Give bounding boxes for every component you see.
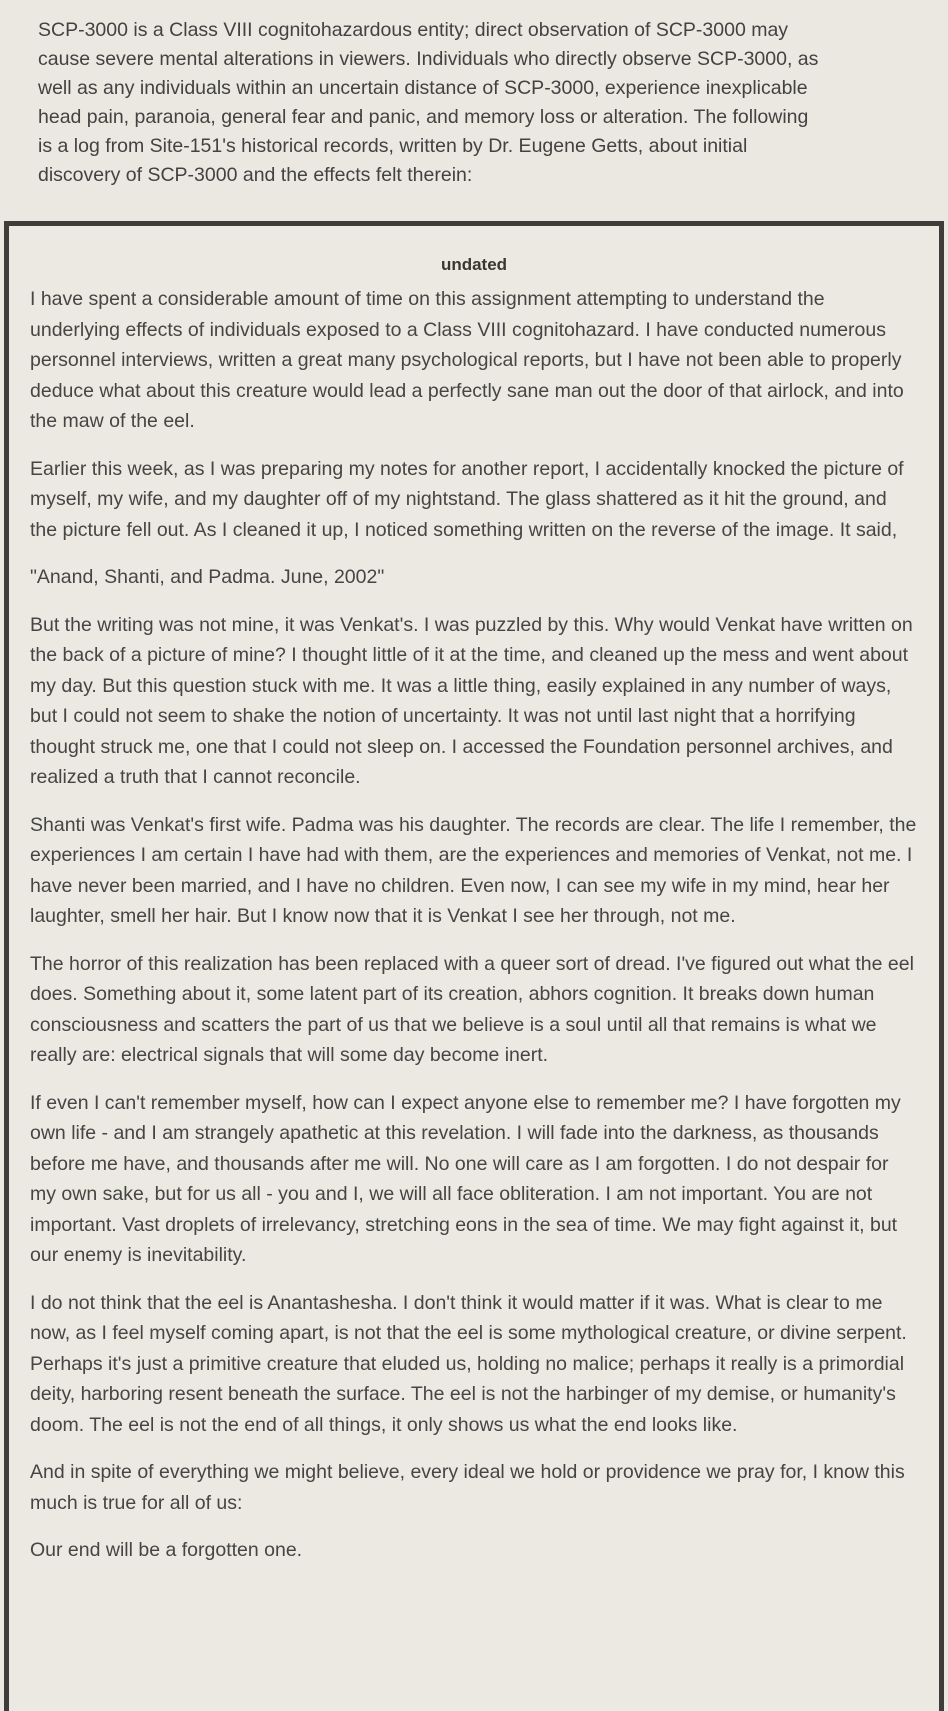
log-box bbox=[4, 221, 944, 1711]
log-paragraph: I do not think that the eel is Anantashesha. I don't think it would matter if it was. What is clear to me now, as I feel myself coming apart, is not that the eel is some mythological creature, or divine serpent. Perhaps it's just a primitive creature that eluded us, holding no malice; perhaps it really is a primordial deity, harboring resent beneath the surface. The eel is not the harbinger of my demise, or humanity's doom. The eel is not the end of all things, it only shows us what the end looks like. bbox=[30, 1291, 907, 1436]
log-paragraph: But the writing was not mine, it was Venkat's. I was puzzled by this. Why would Venkat have written on the back of a picture of mine? I thought little of it at the time, and cleaned up the mess and went about my day. But this question stuck with me. It was a little thing, easily explained in any number of ways, but I could not seem to shake the notion of uncertainty. It was not until last night that a horrifying thought struck me, one that I could not sleep on. I accessed the Foundation personnel archives, and realized a truth that I cannot reconcile. bbox=[30, 613, 913, 788]
log-paragraph: Our end will be a forgotten one. bbox=[30, 1539, 303, 1561]
log-paragraph: The horror of this realization has been replaced with a queer sort of dread. I've figured out what the eel does. Something about it, some latent part of its creation, abhors cognition. It breaks down human consciousness and scatters the part of us that we believe is a soul until all that remains is what we really are: electrical signals that will some day become inert. bbox=[30, 952, 914, 1066]
intro-paragraph: SCP-3000 is a Class VIII cognitohazardous entity; direct observation of SCP-3000 may cause severe mental alterations in viewers. Individuals who directly observe SCP-3000, as well as any individuals within an uncertain distance of SCP-3000, experience inexplicable head pain, paranoia, general fear and panic, and memory loss or alteration. The following is a log from Site-151's historical records, written by Dr. Eugene Getts, about initial discovery of SCP-3000 and the effects felt therein: bbox=[38, 19, 819, 186]
log-paragraph: If even I can't remember myself, how can I expect anyone else to remember me? I have forgotten my own life - and I am strangely apathetic at this revelation. I will fade into the darkness, as thousands before me have, and thousands after me will. No one will care as I am forgotten. I do not despair for my own sake, but for us all - you and I, we will all face obliteration. I am not important. You are not important. Vast droplets of irrelevancy, stretching eons in the sea of time. We may fight against it, but our enemy is inevitability. bbox=[30, 1091, 901, 1266]
log-paragraph: And in spite of everything we might believe, every ideal we hold or providence we pray for, I know this much is true for all of us: bbox=[30, 1461, 905, 1514]
log-paragraph: Earlier this week, as I was preparing my notes for another report, I accidentally knocked the picture of myself, my wife, and my daughter off of my nightstand. The glass shattered as it hit the ground, and the picture fell out. As I cleaned it up, I noticed something written on the reverse of the image. It said, bbox=[30, 457, 904, 541]
log-body bbox=[30, 284, 918, 1566]
log-paragraph: I have spent a considerable amount of time on this assignment attempting to understand the underlying effects of individuals exposed to a Class VIII cognitohazard. I have conducted numerous personnel interviews, written a great many psychological reports, but I have not been able to properly deduce what about this creature would lead a perfectly sane man out the door of that airlock, and into the maw of the eel. bbox=[30, 288, 904, 432]
log-paragraph: "Anand, Shanti, and Padma. June, 2002" bbox=[30, 566, 385, 588]
log-title: undated bbox=[440, 255, 508, 274]
log-paragraph: Shanti was Venkat's first wife. Padma was his daughter. The records are clear. The life I remember, the experiences I am certain I have had with them, are the experiences and memories of Venkat, not me. I have never been married, and I have no children. Even now, I can see my wife in my mind, hear her laughter, smell her hair. But I know now that it is Venkat I see her through, not me. bbox=[30, 813, 917, 927]
